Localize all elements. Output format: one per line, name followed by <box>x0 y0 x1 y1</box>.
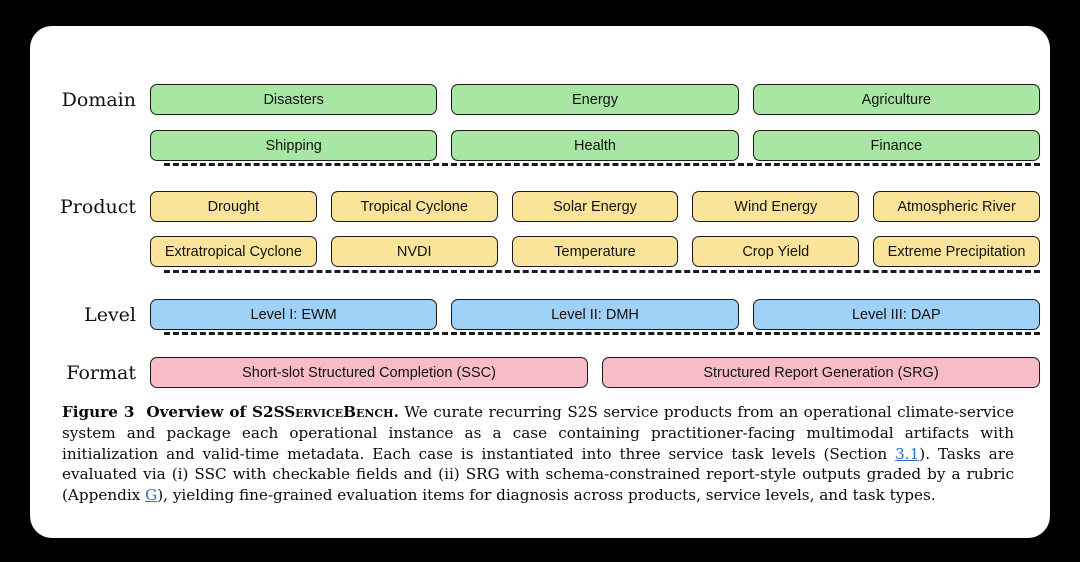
chip-product-tropical-cyclone[interactable]: Tropical Cyclone <box>331 191 498 222</box>
caption-body-3: ), yielding fine-grained evaluation items for diagnosis across products, service levels, and task types. <box>157 486 936 505</box>
taxonomy-diagram <box>40 38 1040 388</box>
chip-product-solar-energy[interactable]: Solar Energy <box>512 191 679 222</box>
product-chips-line-1 <box>150 191 1040 222</box>
row-label-format: Format <box>66 361 136 384</box>
divider-domain-product <box>164 163 1040 166</box>
chip-domain-shipping[interactable]: Shipping <box>150 130 437 161</box>
chip-domain-health[interactable]: Health <box>451 130 738 161</box>
caption-link-appendix[interactable]: G <box>145 486 158 505</box>
product-chips-line-2 <box>150 236 1040 267</box>
caption-title-end: . <box>393 403 399 421</box>
caption-figure-number: Figure 3 <box>62 403 135 421</box>
chip-level-dmh[interactable]: Level II: DMH <box>451 299 738 330</box>
chip-product-nvdi[interactable]: NVDI <box>331 236 498 267</box>
chip-product-atmospheric-river[interactable]: Atmospheric River <box>873 191 1040 222</box>
diagram-row-product-line-1 <box>40 191 1040 222</box>
caption-title-lead: Overview of <box>146 403 253 421</box>
figure-card <box>30 26 1050 538</box>
row-label-domain: Domain <box>61 88 136 111</box>
divider-product-level <box>164 270 1040 273</box>
diagram-row-format <box>40 357 1040 388</box>
chip-product-crop-yield[interactable]: Crop Yield <box>692 236 859 267</box>
format-chips <box>150 357 1040 388</box>
chip-format-ssc[interactable]: Short-slot Structured Completion (SSC) <box>150 357 588 388</box>
chip-level-ewm[interactable]: Level I: EWM <box>150 299 437 330</box>
chip-domain-finance[interactable]: Finance <box>753 130 1040 161</box>
caption-bench-s2s: S2S <box>252 403 285 421</box>
chip-format-srg[interactable]: Structured Report Generation (SRG) <box>602 357 1040 388</box>
row-label-level: Level <box>84 303 136 326</box>
diagram-row-domain-line-2 <box>40 130 1040 161</box>
caption-link-section[interactable]: 3.1 <box>895 444 920 463</box>
caption-bench-name: ServiceBench <box>284 403 394 421</box>
domain-chips-line-2 <box>150 130 1040 161</box>
chip-product-drought[interactable]: Drought <box>150 191 317 222</box>
chip-product-extratropical-cyclone[interactable]: Extratropical Cyclone <box>150 236 317 267</box>
chip-level-dap[interactable]: Level III: DAP <box>753 299 1040 330</box>
chip-product-temperature[interactable]: Temperature <box>512 236 679 267</box>
chip-domain-energy[interactable]: Energy <box>451 84 738 115</box>
chip-product-wind-energy[interactable]: Wind Energy <box>692 191 859 222</box>
diagram-row-product-line-2 <box>40 236 1040 267</box>
diagram-row-level <box>40 299 1040 330</box>
caption-body-2: ). Tasks are evaluated via (i) SSC with checkable fields and (ii) SRG with schema-constrained report-style outputs graded by a rubric (Appendix <box>62 444 1014 505</box>
figure-caption <box>62 402 1014 506</box>
caption-body-1: We curate recurring S2S service products from an operational climate-service system and package each operational instance as a case containing practitioner-facing multimodal artifacts with initialization and valid-time metadata. Each case is instantiated into three service task levels (Section <box>62 403 1015 463</box>
level-chips <box>150 299 1040 330</box>
chip-domain-disasters[interactable]: Disasters <box>150 84 437 115</box>
row-label-product: Product <box>60 195 136 218</box>
divider-level-format <box>164 332 1040 335</box>
chip-product-extreme-precipitation[interactable]: Extreme Precipitation <box>873 236 1040 267</box>
diagram-row-domain-line-1 <box>40 84 1040 115</box>
domain-chips-line-1 <box>150 84 1040 115</box>
chip-domain-agriculture[interactable]: Agriculture <box>753 84 1040 115</box>
